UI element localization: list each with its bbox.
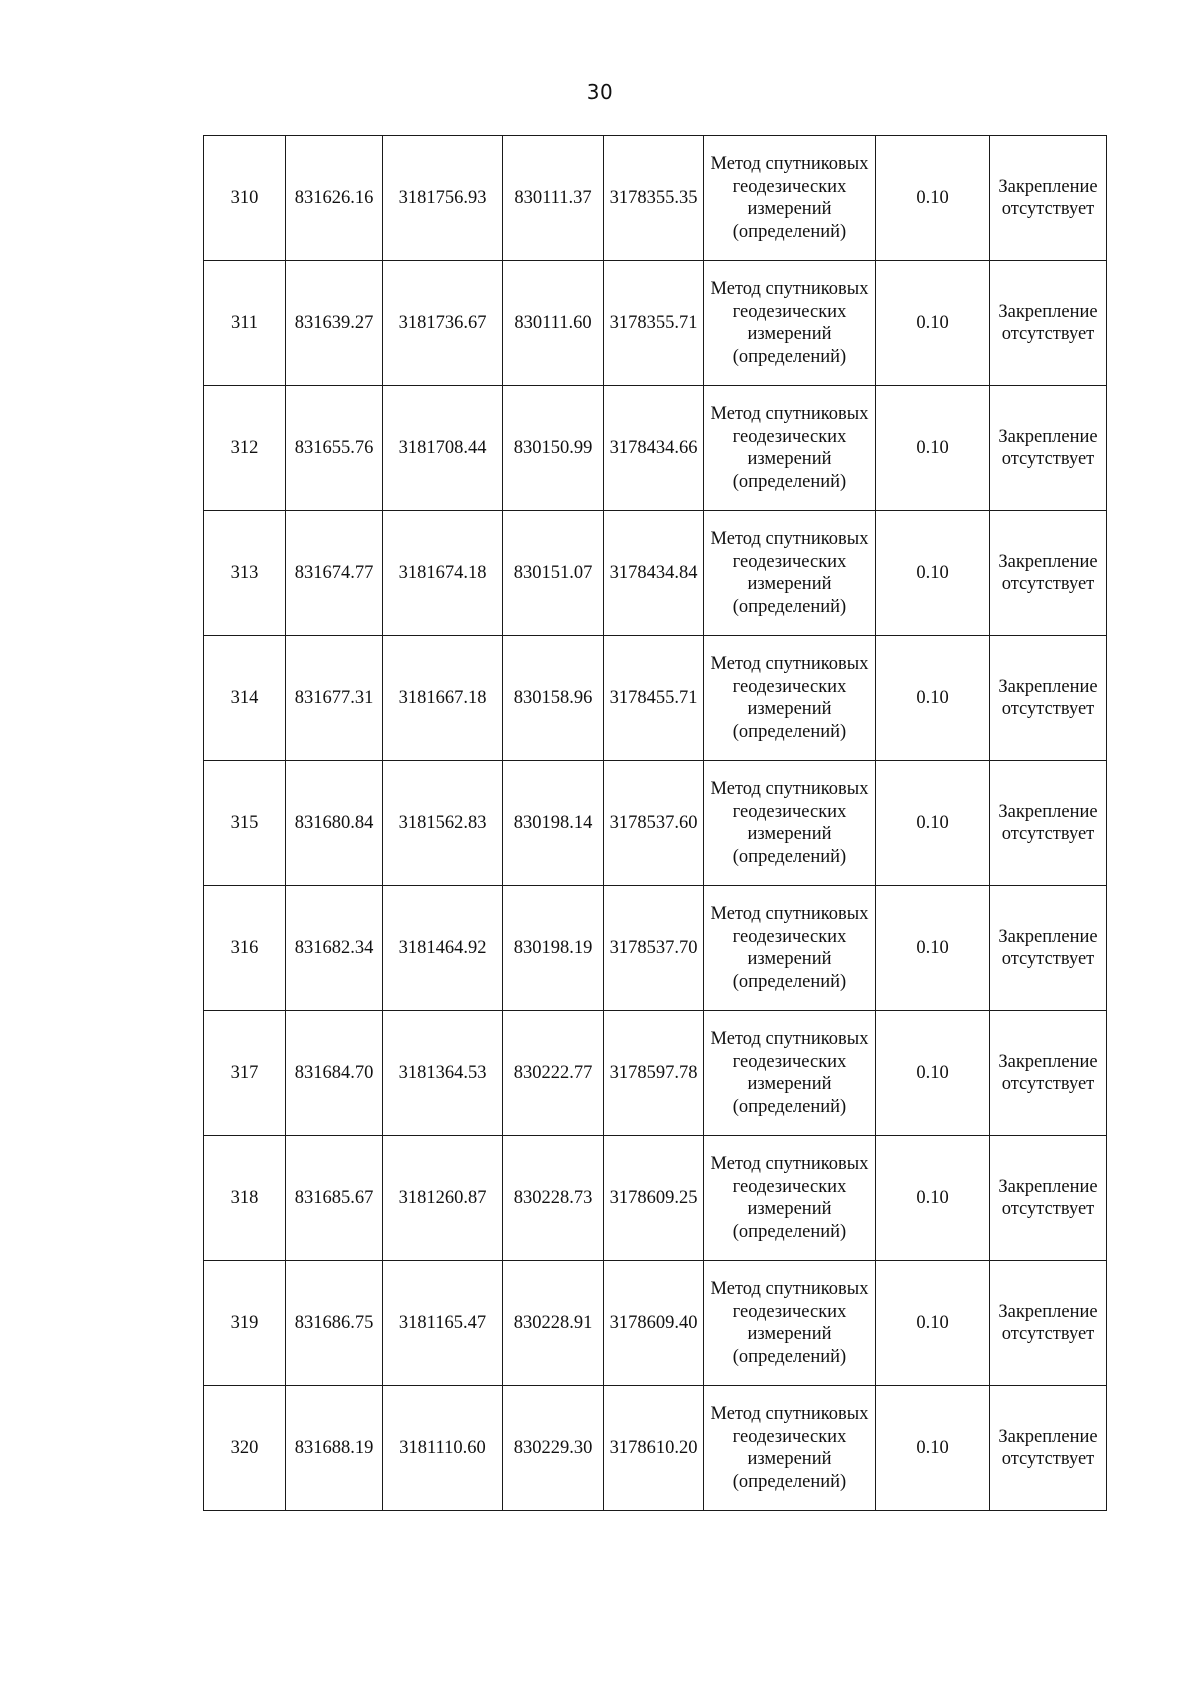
accuracy-cell: 0.10 — [876, 511, 990, 636]
y-coordinate-cell: 3181110.60 — [383, 1386, 503, 1511]
fixing-cell: Закрепление отсутствует — [990, 761, 1107, 886]
point-number-cell: 311 — [204, 261, 286, 386]
y-coordinate-cell: 3181667.18 — [383, 636, 503, 761]
y-coordinate-cell: 3181756.93 — [383, 136, 503, 261]
table-row — [204, 386, 1107, 511]
y-coordinate-2-cell: 3178434.84 — [604, 511, 704, 636]
point-number-cell: 319 — [204, 1261, 286, 1386]
y-coordinate-cell: 3181165.47 — [383, 1261, 503, 1386]
fixing-cell: Закрепление отсутствует — [990, 1261, 1107, 1386]
method-cell: Метод спутниковых геодезических измерений (определений) — [704, 386, 876, 511]
accuracy-cell: 0.10 — [876, 136, 990, 261]
y-coordinate-2-cell: 3178355.35 — [604, 136, 704, 261]
point-number-cell: 318 — [204, 1136, 286, 1261]
x-coordinate-cell: 831639.27 — [286, 261, 383, 386]
point-number-cell: 320 — [204, 1386, 286, 1511]
fixing-cell: Закрепление отсутствует — [990, 386, 1107, 511]
fixing-cell: Закрепление отсутствует — [990, 1136, 1107, 1261]
y-coordinate-cell: 3181464.92 — [383, 886, 503, 1011]
accuracy-cell: 0.10 — [876, 761, 990, 886]
x-coordinate-cell: 831686.75 — [286, 1261, 383, 1386]
y-coordinate-2-cell: 3178537.60 — [604, 761, 704, 886]
y-coordinate-2-cell: 3178597.78 — [604, 1011, 704, 1136]
y-coordinate-2-cell: 3178355.71 — [604, 261, 704, 386]
point-number-cell: 316 — [204, 886, 286, 1011]
table-body — [204, 136, 1107, 1511]
method-cell: Метод спутниковых геодезических измерений (определений) — [704, 886, 876, 1011]
table-row — [204, 761, 1107, 886]
accuracy-cell: 0.10 — [876, 261, 990, 386]
x-coordinate-2-cell: 830228.73 — [503, 1136, 604, 1261]
y-coordinate-cell: 3181674.18 — [383, 511, 503, 636]
point-number-cell: 314 — [204, 636, 286, 761]
x-coordinate-2-cell: 830222.77 — [503, 1011, 604, 1136]
point-number-cell: 310 — [204, 136, 286, 261]
coordinates-table — [203, 135, 1107, 1511]
accuracy-cell: 0.10 — [876, 1011, 990, 1136]
y-coordinate-2-cell: 3178537.70 — [604, 886, 704, 1011]
y-coordinate-2-cell: 3178609.40 — [604, 1261, 704, 1386]
y-coordinate-2-cell: 3178455.71 — [604, 636, 704, 761]
method-cell: Метод спутниковых геодезических измерений (определений) — [704, 1261, 876, 1386]
x-coordinate-2-cell: 830228.91 — [503, 1261, 604, 1386]
x-coordinate-cell: 831685.67 — [286, 1136, 383, 1261]
table-row — [204, 1011, 1107, 1136]
point-number-cell: 317 — [204, 1011, 286, 1136]
method-cell: Метод спутниковых геодезических измерений (определений) — [704, 261, 876, 386]
fixing-cell: Закрепление отсутствует — [990, 136, 1107, 261]
accuracy-cell: 0.10 — [876, 636, 990, 761]
x-coordinate-cell: 831688.19 — [286, 1386, 383, 1511]
fixing-cell: Закрепление отсутствует — [990, 636, 1107, 761]
table-row — [204, 1386, 1107, 1511]
x-coordinate-2-cell: 830198.19 — [503, 886, 604, 1011]
x-coordinate-2-cell: 830158.96 — [503, 636, 604, 761]
method-cell: Метод спутниковых геодезических измерений (определений) — [704, 761, 876, 886]
accuracy-cell: 0.10 — [876, 386, 990, 511]
y-coordinate-2-cell: 3178609.25 — [604, 1136, 704, 1261]
table-row — [204, 636, 1107, 761]
y-coordinate-cell: 3181562.83 — [383, 761, 503, 886]
x-coordinate-cell: 831680.84 — [286, 761, 383, 886]
y-coordinate-cell: 3181708.44 — [383, 386, 503, 511]
x-coordinate-2-cell: 830111.60 — [503, 261, 604, 386]
x-coordinate-2-cell: 830111.37 — [503, 136, 604, 261]
fixing-cell: Закрепление отсутствует — [990, 886, 1107, 1011]
accuracy-cell: 0.10 — [876, 886, 990, 1011]
table-row — [204, 886, 1107, 1011]
accuracy-cell: 0.10 — [876, 1386, 990, 1511]
y-coordinate-2-cell: 3178610.20 — [604, 1386, 704, 1511]
accuracy-cell: 0.10 — [876, 1136, 990, 1261]
x-coordinate-2-cell: 830198.14 — [503, 761, 604, 886]
table-row — [204, 1261, 1107, 1386]
fixing-cell: Закрепление отсутствует — [990, 1386, 1107, 1511]
x-coordinate-cell: 831626.16 — [286, 136, 383, 261]
table-row — [204, 136, 1107, 261]
x-coordinate-cell: 831684.70 — [286, 1011, 383, 1136]
page-number: 30 — [586, 80, 614, 104]
y-coordinate-2-cell: 3178434.66 — [604, 386, 704, 511]
x-coordinate-2-cell: 830151.07 — [503, 511, 604, 636]
method-cell: Метод спутниковых геодезических измерений (определений) — [704, 1136, 876, 1261]
table-row — [204, 511, 1107, 636]
x-coordinate-2-cell: 830229.30 — [503, 1386, 604, 1511]
method-cell: Метод спутниковых геодезических измерений (определений) — [704, 636, 876, 761]
y-coordinate-cell: 3181736.67 — [383, 261, 503, 386]
method-cell: Метод спутниковых геодезических измерений (определений) — [704, 511, 876, 636]
x-coordinate-cell: 831655.76 — [286, 386, 383, 511]
accuracy-cell: 0.10 — [876, 1261, 990, 1386]
point-number-cell: 312 — [204, 386, 286, 511]
y-coordinate-cell: 3181364.53 — [383, 1011, 503, 1136]
table-row — [204, 1136, 1107, 1261]
method-cell: Метод спутниковых геодезических измерений (определений) — [704, 136, 876, 261]
x-coordinate-cell: 831682.34 — [286, 886, 383, 1011]
y-coordinate-cell: 3181260.87 — [383, 1136, 503, 1261]
x-coordinate-cell: 831677.31 — [286, 636, 383, 761]
method-cell: Метод спутниковых геодезических измерений (определений) — [704, 1386, 876, 1511]
table-row — [204, 261, 1107, 386]
fixing-cell: Закрепление отсутствует — [990, 261, 1107, 386]
method-cell: Метод спутниковых геодезических измерений (определений) — [704, 1011, 876, 1136]
x-coordinate-2-cell: 830150.99 — [503, 386, 604, 511]
point-number-cell: 313 — [204, 511, 286, 636]
point-number-cell: 315 — [204, 761, 286, 886]
x-coordinate-cell: 831674.77 — [286, 511, 383, 636]
fixing-cell: Закрепление отсутствует — [990, 511, 1107, 636]
fixing-cell: Закрепление отсутствует — [990, 1011, 1107, 1136]
